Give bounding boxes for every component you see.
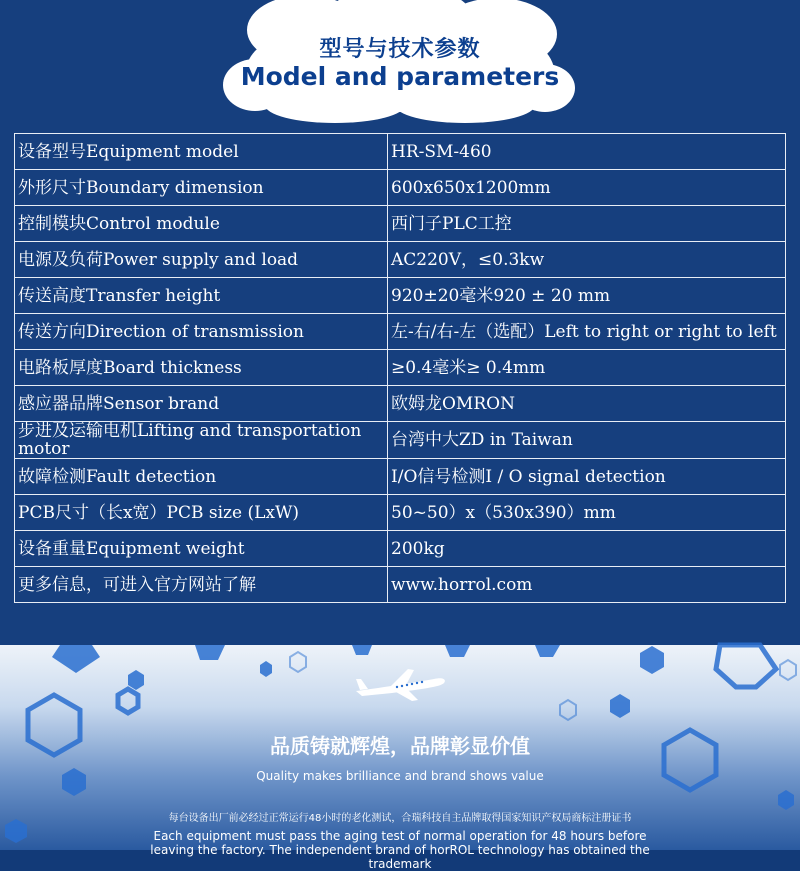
table-row — [15, 242, 786, 278]
slogan-cn: 品质铸就辉煌，品牌彰显价值 — [270, 734, 530, 758]
slogan-en: Quality makes brilliance and brand shows value — [256, 769, 544, 783]
spec-value: 欧姆龙OMRON — [388, 386, 786, 422]
description-cn: 每台设备出厂前必经过正常运行48小时的老化测试，合瑞科技自主品牌取得国家知识产权局商标注册证书 — [168, 813, 632, 824]
spec-value: 台湾中大ZD in Taiwan — [388, 422, 786, 459]
spec-label: 传送方向Direction of transmission — [15, 314, 388, 350]
spec-value: HR-SM-460 — [388, 134, 786, 170]
spec-value: 左-右/右-左（选配）Left to right or right to left — [388, 314, 786, 350]
spec-value: ≥0.4毫米≥ 0.4mm — [388, 350, 786, 386]
spec-label: 传送高度Transfer height — [15, 278, 388, 314]
spec-label: 更多信息，可进入官方网站了解 — [15, 567, 388, 603]
spec-label: 步进及运输电机Lifting and transportation motor — [15, 422, 388, 459]
spec-value: 920±20毫米920 ± 20 mm — [388, 278, 786, 314]
spec-label: 电源及负荷Power supply and load — [15, 242, 388, 278]
spec-value: 西门子PLC工控 — [388, 206, 786, 242]
table-row — [15, 459, 786, 495]
spec-label: 设备型号Equipment model — [15, 134, 388, 170]
table-row — [15, 567, 786, 603]
table-row — [15, 495, 786, 531]
section-title-en: Model and parameters — [240, 62, 560, 91]
spec-label: 故障检测Fault detection — [15, 459, 388, 495]
spec-value: AC220V，≤0.3kw — [388, 242, 786, 278]
spec-label: 感应器品牌Sensor brand — [15, 386, 388, 422]
spec-value: I/O信号检测I / O signal detection — [388, 459, 786, 495]
spec-label: PCB尺寸（长x宽）PCB size (LxW) — [15, 495, 388, 531]
description-en: Each equipment must pass the aging test of normal operation for 48 hours before leaving the factory. The independent brand of horROL technology has obtained the trademark — [150, 829, 650, 871]
spec-value: 200kg — [388, 531, 786, 567]
footer-banner — [0, 645, 800, 871]
spec-label: 控制模块Control module — [15, 206, 388, 242]
table-row — [15, 386, 786, 422]
spec-label: 设备重量Equipment weight — [15, 531, 388, 567]
spec-table — [14, 133, 786, 603]
table-row — [15, 314, 786, 350]
table-row — [15, 531, 786, 567]
table-row — [15, 422, 786, 459]
table-row — [15, 206, 786, 242]
spec-value: 50~50）x（530x390）mm — [388, 495, 786, 531]
airplane-icon — [352, 665, 448, 703]
spec-value: www.horrol.com — [388, 567, 786, 603]
spec-label: 电路板厚度Board thickness — [15, 350, 388, 386]
table-row — [15, 278, 786, 314]
table-row — [15, 350, 786, 386]
table-row — [15, 170, 786, 206]
spec-value: 600x650x1200mm — [388, 170, 786, 206]
section-title-cn: 型号与技术参数 — [319, 37, 481, 62]
spec-label: 外形尺寸Boundary dimension — [15, 170, 388, 206]
table-row — [15, 134, 786, 170]
